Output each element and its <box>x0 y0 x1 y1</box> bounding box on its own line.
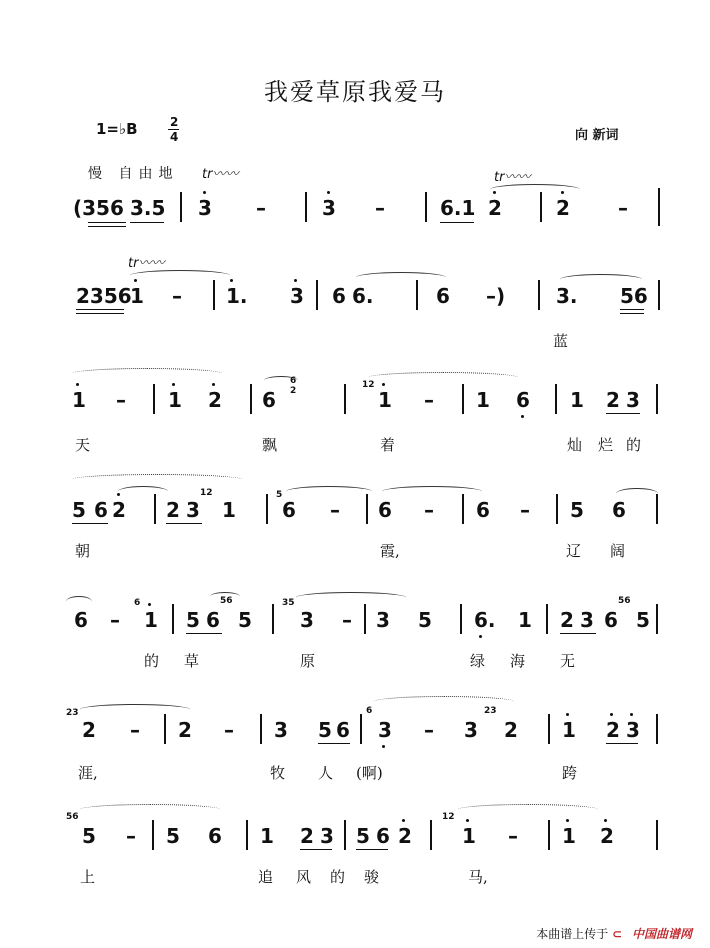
lyric: 霞, <box>380 542 400 560</box>
barline <box>266 494 268 524</box>
note: 3 <box>322 196 336 220</box>
note: –) <box>486 284 506 308</box>
beam <box>88 226 126 227</box>
octave-dot <box>294 279 297 282</box>
note: – <box>224 718 234 742</box>
grace-notes: 35 <box>282 598 295 608</box>
barline <box>540 192 542 222</box>
lyric: 烂 <box>598 436 614 454</box>
barline <box>658 280 660 310</box>
barline <box>416 280 418 310</box>
grace-notes: 5 <box>276 490 283 500</box>
barline <box>430 820 432 850</box>
note: 2 <box>488 196 502 220</box>
octave-dot <box>521 415 524 418</box>
barline <box>250 384 252 414</box>
barline <box>462 494 464 524</box>
beam <box>560 633 596 634</box>
barline <box>164 714 166 744</box>
key-signature: 1=♭B <box>96 120 138 138</box>
page-title: 我爱草原我爱马 <box>264 78 446 106</box>
slur <box>616 488 658 499</box>
note: 1 <box>168 388 182 412</box>
grace-notes: 12 <box>200 488 213 498</box>
note: – <box>424 498 434 522</box>
note: 2 <box>178 718 192 742</box>
octave-dot <box>466 819 469 822</box>
note: – <box>256 196 266 220</box>
barline <box>344 820 346 850</box>
note: 1 <box>378 388 392 412</box>
lyric: (啊) <box>356 764 383 782</box>
note: 2 <box>560 608 574 632</box>
beam <box>76 309 124 310</box>
octave-dot <box>230 279 233 282</box>
lyric: 朝 <box>75 542 91 560</box>
note: 2 <box>606 718 620 742</box>
lyric: 着 <box>380 436 396 454</box>
octave-dot <box>566 819 569 822</box>
note: – <box>110 608 120 632</box>
note: 2356 <box>76 284 132 308</box>
grace-notes: 6 <box>134 598 141 608</box>
note: 5 <box>72 498 86 522</box>
beam <box>130 222 164 223</box>
note: 5 <box>636 608 650 632</box>
note: 3 <box>300 608 314 632</box>
note: 6. <box>352 284 374 308</box>
note: – <box>375 196 385 220</box>
note: 6 <box>516 388 530 412</box>
slur <box>490 184 580 195</box>
grace-notes: 56 <box>220 596 233 606</box>
note: – <box>342 608 352 632</box>
note: 2 <box>556 196 570 220</box>
note: 5 <box>356 824 370 848</box>
note: 3 <box>198 196 212 220</box>
beam <box>72 523 108 524</box>
note: 6.1 <box>440 196 476 220</box>
grace-notes: 56 <box>618 596 631 606</box>
note: – <box>116 388 126 412</box>
note: 1 <box>260 824 274 848</box>
note: 2 <box>112 498 126 522</box>
note: – <box>424 718 434 742</box>
note: 6 <box>336 718 350 742</box>
barline <box>656 494 658 524</box>
grace-notes: 6 2 <box>290 376 297 396</box>
note: 2 <box>504 718 518 742</box>
lyric: 阔 <box>610 542 626 560</box>
lyric: 灿 <box>567 436 583 454</box>
octave-dot <box>566 713 569 716</box>
grace-notes: 23 <box>66 708 79 718</box>
lyric: 上 <box>80 868 96 886</box>
lyric: 辽 <box>566 542 582 560</box>
dotted-slur <box>458 804 598 815</box>
beam <box>166 523 202 524</box>
dotted-slur <box>368 372 518 383</box>
barline <box>260 714 262 744</box>
note: 5 <box>418 608 432 632</box>
barline <box>656 714 658 744</box>
note: 2 <box>600 824 614 848</box>
lyric: 草 <box>184 652 200 670</box>
note: 6 <box>206 608 220 632</box>
barline <box>152 820 154 850</box>
barline <box>305 192 307 222</box>
note: 3 <box>580 608 594 632</box>
beam <box>620 313 644 314</box>
note: 1 <box>570 388 584 412</box>
lyric: 马, <box>468 868 488 886</box>
note: 5 <box>318 718 332 742</box>
slur <box>210 592 240 601</box>
note: 1 <box>130 284 144 308</box>
trill-mark: tr〰〰 <box>128 256 165 271</box>
note: (356 <box>73 196 124 220</box>
note: 3 <box>378 718 392 742</box>
lyricist-credit: 向 新词 <box>575 128 619 143</box>
slur <box>130 270 230 281</box>
lyric: 追 <box>258 868 274 886</box>
note: 1. <box>226 284 248 308</box>
beam <box>88 222 126 223</box>
octave-dot <box>382 745 385 748</box>
note: 2 <box>606 388 620 412</box>
note: 3 <box>274 718 288 742</box>
slur <box>296 592 406 603</box>
trill-mark: tr〰〰 <box>494 170 531 185</box>
note: 2 <box>82 718 96 742</box>
grace-notes: 6 <box>366 706 373 716</box>
barline <box>538 280 540 310</box>
octave-dot <box>479 635 482 638</box>
lyric: 海 <box>510 652 526 670</box>
note: 5 <box>82 824 96 848</box>
octave-dot <box>604 819 607 822</box>
note: 6 <box>332 284 346 308</box>
note: 6 <box>436 284 450 308</box>
barline <box>556 494 558 524</box>
footer-watermark[interactable] <box>536 925 692 942</box>
note: – <box>126 824 136 848</box>
note: 2 <box>208 388 222 412</box>
note: – <box>508 824 518 848</box>
barline <box>180 192 182 222</box>
barline <box>555 384 557 414</box>
logo-icon: ⊂ <box>612 927 623 941</box>
lyric: 飘 <box>262 436 278 454</box>
note: 5 <box>166 824 180 848</box>
slur <box>80 704 190 715</box>
note: 6 <box>74 608 88 632</box>
octave-dot <box>402 819 405 822</box>
note: 56 <box>620 284 648 308</box>
note: 1 <box>562 824 576 848</box>
octave-dot <box>203 191 206 194</box>
barline <box>460 604 462 634</box>
note: 6 <box>476 498 490 522</box>
beam <box>76 313 124 314</box>
note: 5 <box>186 608 200 632</box>
note: 1 <box>72 388 86 412</box>
barline <box>548 714 550 744</box>
grace-notes: 12 <box>442 812 455 822</box>
beam <box>606 743 638 744</box>
barline <box>153 384 155 414</box>
barline <box>360 714 362 744</box>
lyric: 人 <box>318 764 334 782</box>
dotted-slur <box>72 368 222 379</box>
note: 2 <box>166 498 180 522</box>
note: – <box>330 498 340 522</box>
slur <box>286 486 372 497</box>
note: 1 <box>476 388 490 412</box>
dotted-slur <box>80 804 220 815</box>
barline <box>213 280 215 310</box>
lyric: 天 <box>75 436 91 454</box>
barline <box>658 188 660 226</box>
barline <box>344 384 346 414</box>
barline <box>548 820 550 850</box>
beam <box>606 413 640 414</box>
note: 6 <box>282 498 296 522</box>
note: 6 <box>208 824 222 848</box>
barline <box>366 494 368 524</box>
note: 2 <box>300 824 314 848</box>
note: – <box>618 196 628 220</box>
note: – <box>130 718 140 742</box>
note: 6. <box>474 608 496 632</box>
octave-dot <box>172 383 175 386</box>
note: 5 <box>570 498 584 522</box>
grace-notes: 12 <box>362 380 375 390</box>
beam <box>186 633 222 634</box>
note: 3 <box>376 608 390 632</box>
note: 3 <box>626 718 640 742</box>
time-signature-bottom: 4 <box>170 130 179 144</box>
note: 3 <box>626 388 640 412</box>
note: 3. <box>556 284 578 308</box>
lyric: 的 <box>330 868 346 886</box>
beam <box>300 849 332 850</box>
octave-dot <box>212 383 215 386</box>
note: – <box>424 388 434 412</box>
lyric: 跨 <box>562 764 578 782</box>
lyric: 原 <box>300 652 316 670</box>
octave-dot <box>610 713 613 716</box>
lyric: 牧 <box>270 764 286 782</box>
note: 3 <box>320 824 334 848</box>
note: 1 <box>562 718 576 742</box>
barline <box>364 604 366 634</box>
lyric: 蓝 <box>553 332 569 350</box>
octave-dot <box>382 383 385 386</box>
lyric: 无 <box>560 652 576 670</box>
note: – <box>172 284 182 308</box>
barline <box>316 280 318 310</box>
note: 3.5 <box>130 196 166 220</box>
note: 1 <box>144 608 158 632</box>
slur <box>382 486 482 497</box>
barline <box>462 384 464 414</box>
slur <box>356 272 446 283</box>
tempo-marking: 慢 自由地 <box>88 166 179 182</box>
trill-mark: tr〰〰 <box>202 167 239 182</box>
note: 1 <box>518 608 532 632</box>
barline <box>425 192 427 222</box>
beam <box>356 849 388 850</box>
lyric: 涯, <box>78 764 98 782</box>
beam <box>620 309 644 310</box>
footer-text: 本曲谱上传于 <box>536 927 609 941</box>
beam <box>440 222 474 223</box>
barline <box>154 494 156 524</box>
barline <box>656 820 658 850</box>
lyric: 的 <box>626 436 642 454</box>
octave-dot <box>561 191 564 194</box>
octave-dot <box>630 713 633 716</box>
dotted-slur <box>72 474 242 485</box>
octave-dot <box>327 191 330 194</box>
grace-notes: 23 <box>484 706 497 716</box>
note: 6 <box>94 498 108 522</box>
lyric: 骏 <box>364 868 380 886</box>
barline <box>272 604 274 634</box>
slur <box>118 486 168 497</box>
octave-dot <box>76 383 79 386</box>
note: 1 <box>462 824 476 848</box>
note: 6 <box>378 498 392 522</box>
barline <box>172 604 174 634</box>
note: 3 <box>290 284 304 308</box>
note: 5 <box>238 608 252 632</box>
note: 6 <box>262 388 276 412</box>
note: 3 <box>464 718 478 742</box>
note: 6 <box>612 498 626 522</box>
note: 6 <box>604 608 618 632</box>
time-signature-top: 2 <box>170 115 179 129</box>
footer-brand: 中国曲谱网 <box>631 927 692 941</box>
barline <box>246 820 248 850</box>
note: 1 <box>222 498 236 522</box>
grace-notes: 56 <box>66 812 79 822</box>
octave-dot <box>148 603 151 606</box>
barline <box>656 384 658 414</box>
barline <box>546 604 548 634</box>
note: 2 <box>398 824 412 848</box>
lyric: 风 <box>296 868 312 886</box>
note: 3 <box>186 498 200 522</box>
barline <box>656 604 658 634</box>
lyric: 绿 <box>470 652 486 670</box>
beam <box>318 743 350 744</box>
lyric: 的 <box>144 652 160 670</box>
note: – <box>520 498 530 522</box>
note: 6 <box>376 824 390 848</box>
slur <box>66 596 92 607</box>
